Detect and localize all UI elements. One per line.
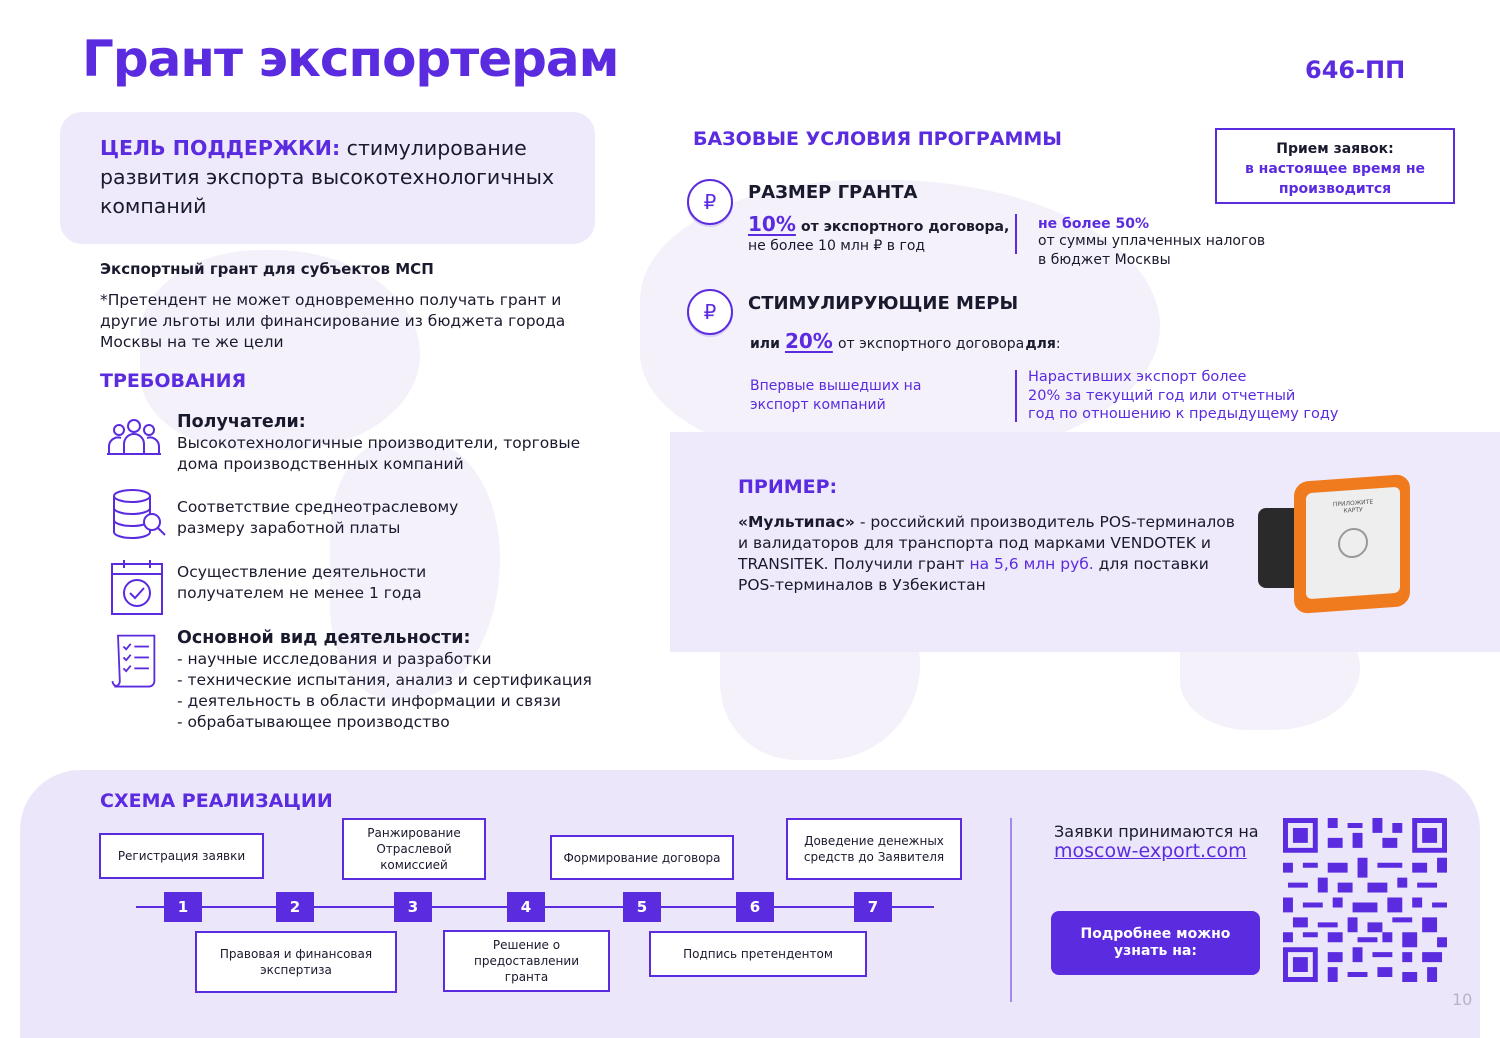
- stimulus-or: или: [750, 336, 780, 352]
- website-link[interactable]: moscow-export.com: [1054, 840, 1247, 862]
- stimulus-colon: :: [1055, 336, 1061, 352]
- goal-text: стимулирование развития экспорта высокотехнологичных компаний: [100, 136, 555, 218]
- grant-size-percent: 10%: [748, 212, 796, 236]
- grant-limit-block: [1038, 216, 1265, 270]
- grant-limit-text-2: в бюджет Москвы: [1038, 252, 1171, 268]
- requirements-heading: ТРЕБОВАНИЯ: [100, 370, 247, 392]
- first-exporters-2: экспорт компаний: [750, 397, 886, 413]
- recipients-title: Получатели:: [177, 412, 306, 432]
- pos-screen-text-1: ПРИЛОЖИТЕ: [1332, 498, 1374, 509]
- example-text-1: - российский производитель POS-терминалов и валидаторов для транспорта под марками VENDOTEK и TRANSITEK. Получили грант: [738, 513, 1235, 573]
- checklist-icon: [108, 632, 168, 692]
- first-exporters-1: Впервые вышедших на: [750, 378, 922, 394]
- step-5-box: Формирование договора: [550, 835, 734, 880]
- grant-size-title: РАЗМЕР ГРАНТА: [748, 182, 918, 203]
- application-status-label: Прием заявок:: [1276, 141, 1394, 157]
- ruble-icon: ₽: [687, 289, 733, 335]
- main-activity-item: - технические испытания, анализ и сертификация: [177, 671, 592, 689]
- step-number: 3: [394, 892, 432, 922]
- ruble-icon: ₽: [687, 179, 733, 225]
- first-exporters-block: [750, 377, 921, 415]
- step-number: 5: [623, 892, 661, 922]
- apply-text: Заявки принимаются на: [1054, 822, 1259, 841]
- activity-block: [177, 562, 426, 604]
- main-activity-item: - деятельность в области информации и связи: [177, 692, 561, 710]
- step-4-box: Решение о предоставлении гранта: [443, 930, 610, 992]
- main-activity-title: Основной вид деятельности:: [177, 628, 471, 648]
- salary-block: [177, 497, 458, 539]
- pos-screen-text-2: КАРТУ: [1343, 506, 1363, 515]
- recipients-text: Высокотехнологичные производители, торговые дома производственных компаний: [177, 434, 581, 473]
- decree-code: 646-ПП: [1305, 56, 1406, 84]
- example-heading: ПРИМЕР:: [738, 476, 838, 498]
- goal-label: ЦЕЛЬ ПОДДЕРЖКИ:: [100, 136, 341, 160]
- step-number: 7: [854, 892, 892, 922]
- stimulus-text: от экспортного договора: [837, 336, 1025, 352]
- activity-line-2: получателем не менее 1 года: [177, 584, 422, 602]
- base-conditions-heading: БАЗОВЫЕ УСЛОВИЯ ПРОГРАММЫ: [693, 128, 1062, 150]
- people-icon: [104, 412, 164, 472]
- grant-limit-text-1: от суммы уплаченных налогов: [1038, 233, 1266, 249]
- grant-size-sub: не более 10 млн ₽ в год: [748, 238, 926, 254]
- recipients-block: [177, 412, 597, 475]
- growth-2: 20% за текущий год или отчетный: [1028, 387, 1296, 404]
- main-activity-item: - обрабатывающее производство: [177, 713, 450, 731]
- example-text-2: для поставки POS-терминалов в Узбекистан: [738, 555, 1209, 594]
- growth-1: Нарастивших экспорт более: [1028, 369, 1247, 385]
- growth-block: [1028, 368, 1339, 424]
- main-activity-block: [177, 628, 592, 733]
- grant-size-line: [748, 212, 1009, 236]
- stimulus-percent: 20%: [784, 329, 833, 353]
- stimulus-title: СТИМУЛИРУЮЩИЕ МЕРЫ: [748, 293, 1019, 314]
- stimulus-line: [750, 329, 1061, 353]
- step-2-box: Правовая и финансовая экспертиза: [195, 931, 397, 993]
- page-number: 10: [1452, 990, 1473, 1009]
- salary-line-1: Соответствие среднеотраслевому: [177, 498, 459, 516]
- more-info-button[interactable]: Подробнее можно узнать на:: [1051, 911, 1260, 975]
- database-search-icon: [108, 486, 168, 546]
- divider: [1015, 214, 1017, 254]
- grant-size-text: от экспортного договора,: [800, 219, 1010, 235]
- calendar-check-icon: [108, 558, 168, 618]
- step-1-box: Регистрация заявки: [99, 833, 264, 879]
- step-7-box: Доведение денежных средств до Заявителя: [786, 818, 962, 880]
- example-amount: на 5,6 млн руб.: [969, 555, 1094, 573]
- qr-code[interactable]: [1283, 818, 1447, 982]
- growth-3: год по отношению к предыдущему году: [1028, 406, 1339, 422]
- divider: [1010, 818, 1012, 1002]
- msp-title: Экспортный грант для субъектов МСП: [100, 260, 434, 278]
- salary-line-2: размеру заработной платы: [177, 519, 401, 537]
- grant-limit-title: не более 50%: [1038, 216, 1150, 232]
- divider: [1015, 370, 1017, 422]
- goal-box: [60, 112, 595, 244]
- note-text: *Претендент не может одновременно получать грант и другие льготы или финансирование из бюджета города Москвы на те же цели: [100, 291, 566, 351]
- pos-terminal-image: [1258, 478, 1413, 613]
- page-title: Грант экспортерам: [82, 30, 619, 88]
- example-text: [738, 512, 1238, 596]
- application-status-value-1: в настоящее время не: [1244, 161, 1426, 177]
- activity-line-1: Осуществление деятельности: [177, 563, 427, 581]
- step-6-box: Подпись претендентом: [649, 931, 867, 977]
- stimulus-for: для: [1025, 336, 1056, 352]
- step-number: 2: [276, 892, 314, 922]
- example-company: «Мультипас»: [738, 513, 855, 531]
- step-number: 4: [507, 892, 545, 922]
- application-status-box: [1215, 128, 1455, 204]
- step-3-box: Ранжирование Отраслевой комиссией: [342, 818, 486, 880]
- step-number: 6: [736, 892, 774, 922]
- application-status-value-2: производится: [1278, 181, 1392, 197]
- scheme-heading: СХЕМА РЕАЛИЗАЦИИ: [100, 790, 333, 812]
- step-number: 1: [164, 892, 202, 922]
- main-activity-item: - научные исследования и разработки: [177, 650, 492, 668]
